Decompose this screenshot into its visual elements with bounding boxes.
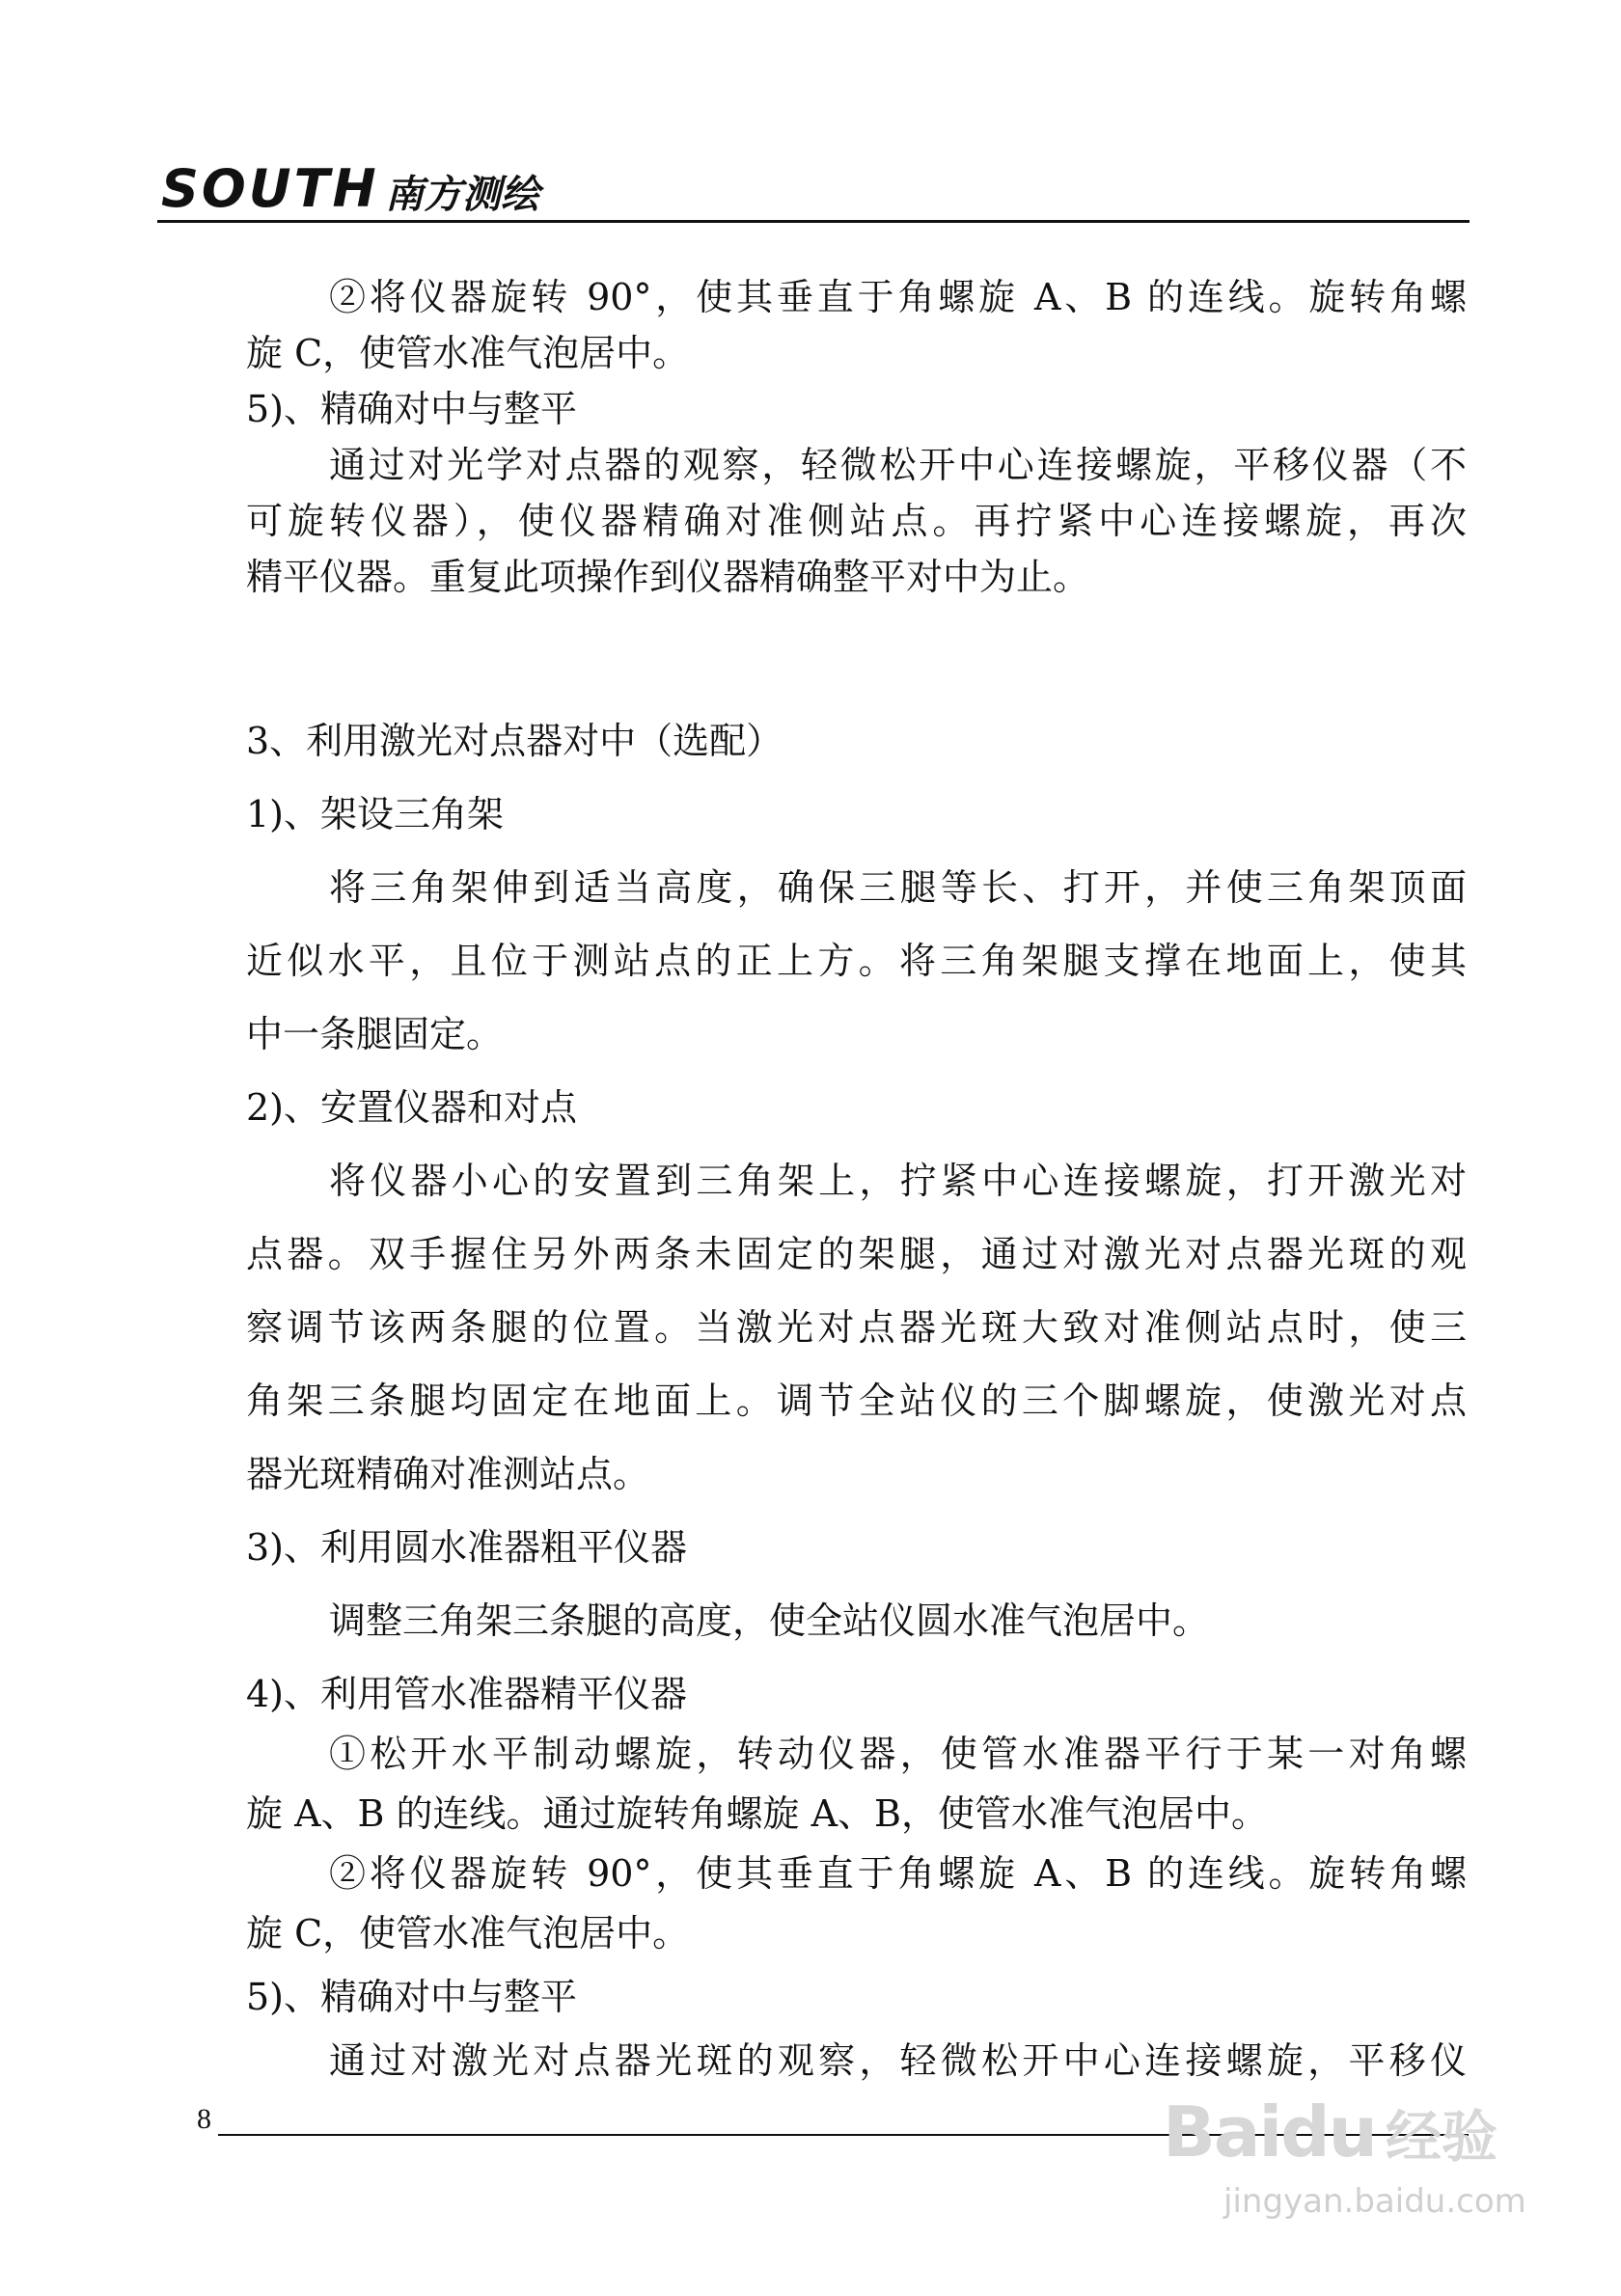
text-line: 通过对激光对点器光斑的观察，轻微松开中心连接螺旋，平移仪 bbox=[329, 2039, 1467, 2082]
south-logo: SOUTH bbox=[161, 158, 379, 219]
page-header bbox=[157, 145, 1470, 220]
text-line: 旋 C，使管水准气泡居中。 bbox=[246, 1912, 690, 1954]
text-line: 将仪器小心的安置到三角架上，拧紧中心连接螺旋，打开激光对 bbox=[329, 1160, 1467, 1202]
section-heading: 3、利用激光对点器对中（选配） bbox=[246, 720, 783, 762]
south-logo-cn: 南方测绘 bbox=[385, 173, 539, 217]
text-line: ②将仪器旋转 90°，使其垂直于角螺旋 A、B 的连线。旋转角螺 bbox=[329, 276, 1467, 318]
text-line: 角架三条腿均固定在地面上。调节全站仪的三个脚螺旋，使激光对点 bbox=[246, 1380, 1467, 1422]
baidu-watermark bbox=[1163, 2091, 1497, 2173]
text-line: ②将仪器旋转 90°，使其垂直于角螺旋 A、B 的连线。旋转角螺 bbox=[329, 1852, 1467, 1895]
text-line: 调整三角架三条腿的高度，使全站仪圆水准气泡居中。 bbox=[329, 1599, 1210, 1642]
text-line: ①松开水平制动螺旋，转动仪器，使管水准器平行于某一对角螺 bbox=[329, 1733, 1467, 1775]
text-line: 精平仪器。重复此项操作到仪器精确整平对中为止。 bbox=[246, 556, 1090, 598]
header-rule bbox=[157, 220, 1470, 223]
text-line: 点器。双手握住另外两条未固定的架腿，通过对激光对点器光斑的观 bbox=[246, 1233, 1467, 1275]
text-line: 将三角架伸到适当高度，确保三腿等长、打开，并使三角架顶面 bbox=[329, 866, 1467, 909]
watermark-brand: Baidu bbox=[1163, 2091, 1376, 2173]
text-line: 器光斑精确对准测站点。 bbox=[246, 1453, 650, 1495]
section-heading: 3)、利用圆水准器粗平仪器 bbox=[246, 1526, 688, 1569]
text-line: 可旋转仪器），使仪器精确对准侧站点。再拧紧中心连接螺旋，再次 bbox=[246, 500, 1467, 542]
text-line: 近似水平，且位于测站点的正上方。将三角架腿支撑在地面上，使其 bbox=[246, 940, 1467, 982]
section-heading: 5)、精确对中与整平 bbox=[246, 1976, 578, 2018]
section-heading: 2)、安置仪器和对点 bbox=[246, 1086, 578, 1129]
text-line: 通过对光学对点器的观察，轻微松开中心连接螺旋，平移仪器（不 bbox=[329, 444, 1467, 486]
text-line: 旋 C，使管水准气泡居中。 bbox=[246, 332, 690, 374]
text-line: 中一条腿固定。 bbox=[246, 1013, 504, 1055]
page-number: 8 bbox=[197, 2103, 211, 2135]
section-heading: 1)、架设三角架 bbox=[246, 793, 505, 835]
text-line: 旋 A、B 的连线。通过旋转角螺旋 A、B，使管水准气泡居中。 bbox=[246, 1792, 1268, 1835]
section-heading: 4)、利用管水准器精平仪器 bbox=[246, 1673, 688, 1715]
section-heading: 5)、精确对中与整平 bbox=[246, 388, 578, 430]
text-line: 察调节该两条腿的位置。当激光对点器光斑大致对准侧站点时，使三 bbox=[246, 1306, 1467, 1349]
watermark-brand-cn: 经验 bbox=[1385, 2104, 1497, 2170]
watermark-url: jingyan.baidu.com bbox=[1223, 2182, 1526, 2221]
